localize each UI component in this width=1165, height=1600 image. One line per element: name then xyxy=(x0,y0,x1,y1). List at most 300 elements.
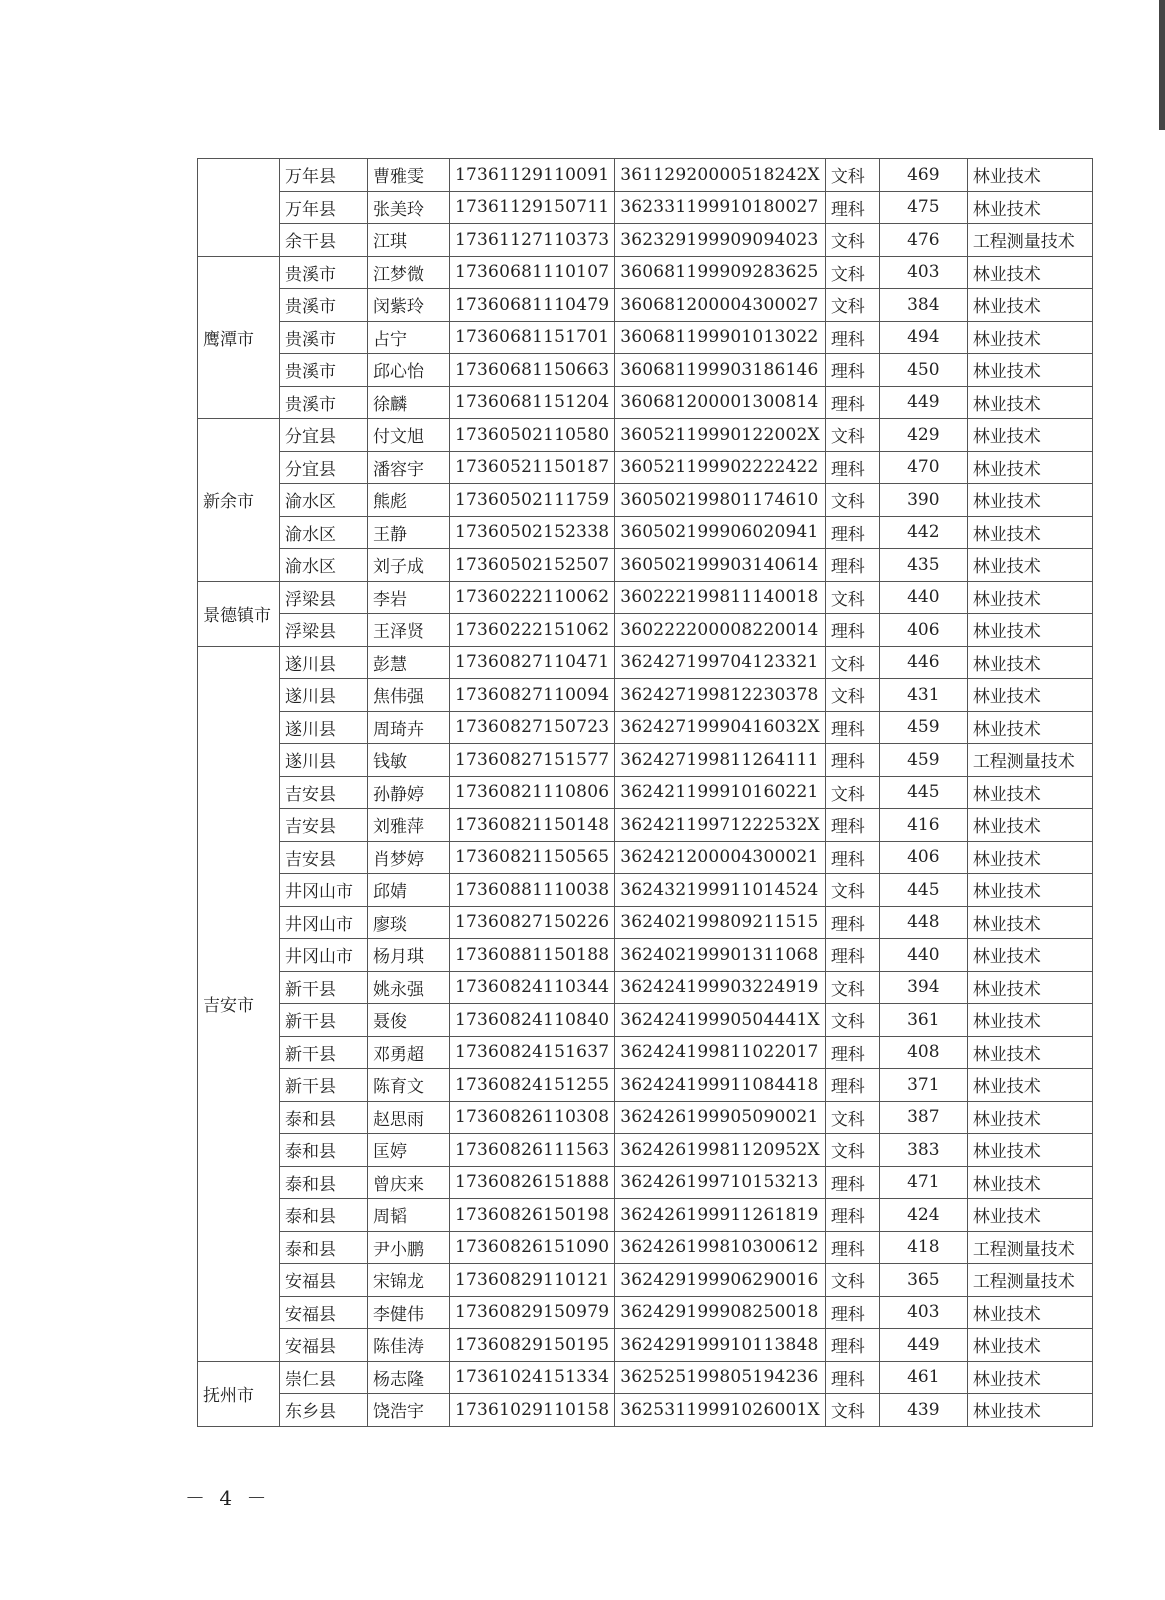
student-name-cell: 王泽贤 xyxy=(368,614,450,647)
exam-number-cell: 17361024151334 xyxy=(450,1361,615,1394)
admission-roster-table xyxy=(197,158,1093,1427)
exam-number-cell: 17360826110308 xyxy=(450,1101,615,1134)
table-row xyxy=(198,516,1093,549)
exam-number-cell: 17360824151637 xyxy=(450,1036,615,1069)
city-cell: 新余市 xyxy=(198,419,280,582)
id-number-cell: 360222199811140018 xyxy=(615,581,826,614)
county-cell: 分宜县 xyxy=(280,419,368,452)
exam-number-cell: 17360829110121 xyxy=(450,1264,615,1297)
table-row xyxy=(198,386,1093,419)
student-name-cell: 廖琰 xyxy=(368,906,450,939)
id-number-cell: 360681199901013022 xyxy=(615,321,826,354)
score-cell: 383 xyxy=(879,1134,967,1167)
score-cell: 408 xyxy=(879,1036,967,1069)
exam-number-cell: 17361029110158 xyxy=(450,1394,615,1427)
id-number-cell: 362426199911261819 xyxy=(615,1199,826,1232)
id-number-cell: 362525199805194236 xyxy=(615,1361,826,1394)
table-row xyxy=(198,1296,1093,1329)
major-cell: 林业技术 xyxy=(967,289,1092,322)
exam-number-cell: 17360681151701 xyxy=(450,321,615,354)
student-name-cell: 曾庆来 xyxy=(368,1166,450,1199)
student-name-cell: 熊彪 xyxy=(368,484,450,517)
student-name-cell: 彭慧 xyxy=(368,646,450,679)
score-cell: 461 xyxy=(879,1361,967,1394)
student-name-cell: 宋锦龙 xyxy=(368,1264,450,1297)
major-cell: 林业技术 xyxy=(967,679,1092,712)
student-name-cell: 江琪 xyxy=(368,224,450,257)
major-cell: 林业技术 xyxy=(967,646,1092,679)
major-cell: 林业技术 xyxy=(967,1296,1092,1329)
student-name-cell: 匡婷 xyxy=(368,1134,450,1167)
table-row xyxy=(198,1231,1093,1264)
city-cell xyxy=(198,159,280,257)
exam-number-cell: 17360827150226 xyxy=(450,906,615,939)
score-cell: 449 xyxy=(879,1329,967,1362)
major-cell: 林业技术 xyxy=(967,939,1092,972)
subject-type-cell: 理科 xyxy=(825,321,879,354)
student-name-cell: 尹小鹏 xyxy=(368,1231,450,1264)
id-number-cell: 362421199910160221 xyxy=(615,776,826,809)
student-name-cell: 曹雅雯 xyxy=(368,159,450,192)
major-cell: 林业技术 xyxy=(967,1361,1092,1394)
exam-number-cell: 17360681110479 xyxy=(450,289,615,322)
county-cell: 新干县 xyxy=(280,1036,368,1069)
exam-number-cell: 17361127110373 xyxy=(450,224,615,257)
student-name-cell: 赵思雨 xyxy=(368,1101,450,1134)
score-cell: 450 xyxy=(879,354,967,387)
subject-type-cell: 理科 xyxy=(825,1069,879,1102)
score-cell: 470 xyxy=(879,451,967,484)
student-name-cell: 刘子成 xyxy=(368,549,450,582)
county-cell: 井冈山市 xyxy=(280,874,368,907)
id-number-cell: 362429199908250018 xyxy=(615,1296,826,1329)
city-cell: 景德镇市 xyxy=(198,581,280,646)
table-row xyxy=(198,906,1093,939)
score-cell: 361 xyxy=(879,1004,967,1037)
subject-type-cell: 文科 xyxy=(825,776,879,809)
major-cell: 林业技术 xyxy=(967,516,1092,549)
exam-number-cell: 17360881110038 xyxy=(450,874,615,907)
exam-number-cell: 17361129110091 xyxy=(450,159,615,192)
subject-type-cell: 理科 xyxy=(825,906,879,939)
subject-type-cell: 文科 xyxy=(825,874,879,907)
table-row xyxy=(198,744,1093,777)
table-row xyxy=(198,1101,1093,1134)
id-number-cell: 360222200008220014 xyxy=(615,614,826,647)
id-number-cell: 362424199811022017 xyxy=(615,1036,826,1069)
table-row xyxy=(198,614,1093,647)
subject-type-cell: 理科 xyxy=(825,1199,879,1232)
major-cell: 林业技术 xyxy=(967,1036,1092,1069)
major-cell: 林业技术 xyxy=(967,1199,1092,1232)
county-cell: 吉安县 xyxy=(280,776,368,809)
subject-type-cell: 文科 xyxy=(825,1394,879,1427)
exam-number-cell: 17360222151062 xyxy=(450,614,615,647)
table-row xyxy=(198,1036,1093,1069)
student-name-cell: 占宁 xyxy=(368,321,450,354)
id-number-cell: 362427199704123321 xyxy=(615,646,826,679)
county-cell: 遂川县 xyxy=(280,744,368,777)
table-row xyxy=(198,581,1093,614)
student-name-cell: 邱心怡 xyxy=(368,354,450,387)
id-number-cell: 360681200001300814 xyxy=(615,386,826,419)
score-cell: 459 xyxy=(879,711,967,744)
county-cell: 泰和县 xyxy=(280,1134,368,1167)
exam-number-cell: 17360826111563 xyxy=(450,1134,615,1167)
major-cell: 林业技术 xyxy=(967,321,1092,354)
student-name-cell: 王静 xyxy=(368,516,450,549)
major-cell: 林业技术 xyxy=(967,549,1092,582)
city-cell: 抚州市 xyxy=(198,1361,280,1426)
exam-number-cell: 17360502152507 xyxy=(450,549,615,582)
score-cell: 431 xyxy=(879,679,967,712)
major-cell: 林业技术 xyxy=(967,614,1092,647)
major-cell: 林业技术 xyxy=(967,1329,1092,1362)
table-row xyxy=(198,451,1093,484)
subject-type-cell: 文科 xyxy=(825,419,879,452)
id-number-cell: 36242719990416032X xyxy=(615,711,826,744)
table-row xyxy=(198,289,1093,322)
id-number-cell: 362421200004300021 xyxy=(615,841,826,874)
subject-type-cell: 文科 xyxy=(825,581,879,614)
id-number-cell: 36242119971222532X xyxy=(615,809,826,842)
score-cell: 406 xyxy=(879,841,967,874)
county-cell: 万年县 xyxy=(280,159,368,192)
table-row xyxy=(198,419,1093,452)
student-name-cell: 周琦卉 xyxy=(368,711,450,744)
table-row xyxy=(198,1394,1093,1427)
subject-type-cell: 文科 xyxy=(825,1004,879,1037)
subject-type-cell: 理科 xyxy=(825,516,879,549)
score-cell: 387 xyxy=(879,1101,967,1134)
major-cell: 林业技术 xyxy=(967,354,1092,387)
county-cell: 遂川县 xyxy=(280,646,368,679)
exam-number-cell: 17360681150663 xyxy=(450,354,615,387)
table-row xyxy=(198,549,1093,582)
score-cell: 384 xyxy=(879,289,967,322)
subject-type-cell: 理科 xyxy=(825,809,879,842)
score-cell: 442 xyxy=(879,516,967,549)
subject-type-cell: 理科 xyxy=(825,841,879,874)
student-name-cell: 徐麟 xyxy=(368,386,450,419)
table-row xyxy=(198,874,1093,907)
county-cell: 吉安县 xyxy=(280,841,368,874)
id-number-cell: 362331199910180027 xyxy=(615,191,826,224)
exam-number-cell: 17360681151204 xyxy=(450,386,615,419)
subject-type-cell: 理科 xyxy=(825,1166,879,1199)
city-cell: 鹰潭市 xyxy=(198,256,280,419)
student-name-cell: 江梦微 xyxy=(368,256,450,289)
major-cell: 工程测量技术 xyxy=(967,744,1092,777)
major-cell: 林业技术 xyxy=(967,971,1092,1004)
subject-type-cell: 理科 xyxy=(825,1231,879,1264)
id-number-cell: 360681200004300027 xyxy=(615,289,826,322)
student-name-cell: 钱敏 xyxy=(368,744,450,777)
subject-type-cell: 理科 xyxy=(825,354,879,387)
table-row xyxy=(198,679,1093,712)
table-row xyxy=(198,841,1093,874)
exam-number-cell: 17360827150723 xyxy=(450,711,615,744)
exam-number-cell: 17360827110094 xyxy=(450,679,615,712)
exam-number-cell: 17360824151255 xyxy=(450,1069,615,1102)
student-name-cell: 焦伟强 xyxy=(368,679,450,712)
county-cell: 东乡县 xyxy=(280,1394,368,1427)
subject-type-cell: 文科 xyxy=(825,224,879,257)
subject-type-cell: 理科 xyxy=(825,1036,879,1069)
table-row xyxy=(198,1199,1093,1232)
subject-type-cell: 文科 xyxy=(825,484,879,517)
exam-number-cell: 17360502152338 xyxy=(450,516,615,549)
subject-type-cell: 理科 xyxy=(825,1361,879,1394)
county-cell: 余干县 xyxy=(280,224,368,257)
score-cell: 435 xyxy=(879,549,967,582)
id-number-cell: 36112920000518242X xyxy=(615,159,826,192)
roster-body xyxy=(198,159,1093,1427)
exam-number-cell: 17360827151577 xyxy=(450,744,615,777)
subject-type-cell: 理科 xyxy=(825,1296,879,1329)
score-cell: 418 xyxy=(879,1231,967,1264)
subject-type-cell: 理科 xyxy=(825,386,879,419)
county-cell: 贵溪市 xyxy=(280,256,368,289)
exam-number-cell: 17360826151888 xyxy=(450,1166,615,1199)
subject-type-cell: 文科 xyxy=(825,646,879,679)
table-row xyxy=(198,1329,1093,1362)
county-cell: 浮梁县 xyxy=(280,581,368,614)
score-cell: 406 xyxy=(879,614,967,647)
score-cell: 494 xyxy=(879,321,967,354)
student-name-cell: 杨志隆 xyxy=(368,1361,450,1394)
score-cell: 439 xyxy=(879,1394,967,1427)
student-name-cell: 李岩 xyxy=(368,581,450,614)
subject-type-cell: 理科 xyxy=(825,939,879,972)
county-cell: 安福县 xyxy=(280,1329,368,1362)
subject-type-cell: 文科 xyxy=(825,289,879,322)
student-name-cell: 姚永强 xyxy=(368,971,450,1004)
county-cell: 崇仁县 xyxy=(280,1361,368,1394)
exam-number-cell: 17360824110344 xyxy=(450,971,615,1004)
county-cell: 遂川县 xyxy=(280,679,368,712)
id-number-cell: 360681199903186146 xyxy=(615,354,826,387)
exam-number-cell: 17360821150148 xyxy=(450,809,615,842)
id-number-cell: 360502199906020941 xyxy=(615,516,826,549)
id-number-cell: 362424199903224919 xyxy=(615,971,826,1004)
subject-type-cell: 理科 xyxy=(825,614,879,647)
county-cell: 贵溪市 xyxy=(280,386,368,419)
exam-number-cell: 17360826151090 xyxy=(450,1231,615,1264)
student-name-cell: 张美玲 xyxy=(368,191,450,224)
id-number-cell: 36253119991026001X xyxy=(615,1394,826,1427)
table-row xyxy=(198,224,1093,257)
county-cell: 新干县 xyxy=(280,971,368,1004)
exam-number-cell: 17360521150187 xyxy=(450,451,615,484)
exam-number-cell: 17360821110806 xyxy=(450,776,615,809)
score-cell: 440 xyxy=(879,581,967,614)
id-number-cell: 360521199902222422 xyxy=(615,451,826,484)
score-cell: 429 xyxy=(879,419,967,452)
table-row xyxy=(198,776,1093,809)
table-row xyxy=(198,159,1093,192)
table-row xyxy=(198,1004,1093,1037)
id-number-cell: 360502199801174610 xyxy=(615,484,826,517)
subject-type-cell: 理科 xyxy=(825,191,879,224)
id-number-cell: 362429199906290016 xyxy=(615,1264,826,1297)
county-cell: 分宜县 xyxy=(280,451,368,484)
id-number-cell: 362426199710153213 xyxy=(615,1166,826,1199)
county-cell: 井冈山市 xyxy=(280,939,368,972)
exam-number-cell: 17360821150565 xyxy=(450,841,615,874)
student-name-cell: 杨月琪 xyxy=(368,939,450,972)
exam-number-cell: 17360829150979 xyxy=(450,1296,615,1329)
student-name-cell: 邓勇超 xyxy=(368,1036,450,1069)
table-row xyxy=(198,191,1093,224)
subject-type-cell: 文科 xyxy=(825,971,879,1004)
county-cell: 渝水区 xyxy=(280,484,368,517)
subject-type-cell: 文科 xyxy=(825,679,879,712)
student-name-cell: 潘容宇 xyxy=(368,451,450,484)
subject-type-cell: 文科 xyxy=(825,1264,879,1297)
table-row xyxy=(198,646,1093,679)
county-cell: 渝水区 xyxy=(280,516,368,549)
table-row xyxy=(198,256,1093,289)
id-number-cell: 362432199911014524 xyxy=(615,874,826,907)
table-row xyxy=(198,1069,1093,1102)
subject-type-cell: 文科 xyxy=(825,1134,879,1167)
major-cell: 林业技术 xyxy=(967,711,1092,744)
score-cell: 469 xyxy=(879,159,967,192)
county-cell: 泰和县 xyxy=(280,1199,368,1232)
id-number-cell: 362402199809211515 xyxy=(615,906,826,939)
major-cell: 林业技术 xyxy=(967,1004,1092,1037)
score-cell: 403 xyxy=(879,1296,967,1329)
student-name-cell: 陈佳涛 xyxy=(368,1329,450,1362)
id-number-cell: 362427199812230378 xyxy=(615,679,826,712)
table-row xyxy=(198,1264,1093,1297)
student-name-cell: 肖梦婷 xyxy=(368,841,450,874)
subject-type-cell: 理科 xyxy=(825,451,879,484)
city-cell: 吉安市 xyxy=(198,646,280,1361)
student-name-cell: 邱婧 xyxy=(368,874,450,907)
major-cell: 林业技术 xyxy=(967,776,1092,809)
table-row xyxy=(198,1361,1093,1394)
table-row xyxy=(198,1166,1093,1199)
major-cell: 林业技术 xyxy=(967,581,1092,614)
student-name-cell: 饶浩宇 xyxy=(368,1394,450,1427)
major-cell: 林业技术 xyxy=(967,159,1092,192)
county-cell: 渝水区 xyxy=(280,549,368,582)
major-cell: 林业技术 xyxy=(967,191,1092,224)
score-cell: 365 xyxy=(879,1264,967,1297)
student-name-cell: 刘雅萍 xyxy=(368,809,450,842)
score-cell: 440 xyxy=(879,939,967,972)
exam-number-cell: 17360681110107 xyxy=(450,256,615,289)
table-row xyxy=(198,321,1093,354)
table-row xyxy=(198,809,1093,842)
major-cell: 林业技术 xyxy=(967,841,1092,874)
major-cell: 林业技术 xyxy=(967,906,1092,939)
subject-type-cell: 理科 xyxy=(825,549,879,582)
major-cell: 林业技术 xyxy=(967,1134,1092,1167)
score-cell: 424 xyxy=(879,1199,967,1232)
student-name-cell: 孙静婷 xyxy=(368,776,450,809)
major-cell: 林业技术 xyxy=(967,1069,1092,1102)
score-cell: 475 xyxy=(879,191,967,224)
exam-number-cell: 17360824110840 xyxy=(450,1004,615,1037)
table-row xyxy=(198,354,1093,387)
subject-type-cell: 理科 xyxy=(825,1329,879,1362)
score-cell: 471 xyxy=(879,1166,967,1199)
score-cell: 446 xyxy=(879,646,967,679)
id-number-cell: 36242419990504441X xyxy=(615,1004,826,1037)
score-cell: 445 xyxy=(879,874,967,907)
county-cell: 安福县 xyxy=(280,1296,368,1329)
subject-type-cell: 文科 xyxy=(825,1101,879,1134)
exam-number-cell: 17361129150711 xyxy=(450,191,615,224)
subject-type-cell: 文科 xyxy=(825,159,879,192)
id-number-cell: 362429199910113848 xyxy=(615,1329,826,1362)
score-cell: 448 xyxy=(879,906,967,939)
score-cell: 394 xyxy=(879,971,967,1004)
score-cell: 449 xyxy=(879,386,967,419)
student-name-cell: 李健伟 xyxy=(368,1296,450,1329)
county-cell: 贵溪市 xyxy=(280,289,368,322)
major-cell: 林业技术 xyxy=(967,809,1092,842)
major-cell: 工程测量技术 xyxy=(967,1264,1092,1297)
major-cell: 林业技术 xyxy=(967,419,1092,452)
county-cell: 泰和县 xyxy=(280,1231,368,1264)
table-row xyxy=(198,1134,1093,1167)
county-cell: 贵溪市 xyxy=(280,321,368,354)
major-cell: 林业技术 xyxy=(967,1101,1092,1134)
student-name-cell: 聂俊 xyxy=(368,1004,450,1037)
major-cell: 林业技术 xyxy=(967,451,1092,484)
score-cell: 445 xyxy=(879,776,967,809)
table-row xyxy=(198,971,1093,1004)
exam-number-cell: 17360829150195 xyxy=(450,1329,615,1362)
county-cell: 新干县 xyxy=(280,1069,368,1102)
subject-type-cell: 理科 xyxy=(825,744,879,777)
table-row xyxy=(198,484,1093,517)
id-number-cell: 362424199911084418 xyxy=(615,1069,826,1102)
exam-number-cell: 17360826150198 xyxy=(450,1199,615,1232)
major-cell: 林业技术 xyxy=(967,1166,1092,1199)
county-cell: 吉安县 xyxy=(280,809,368,842)
id-number-cell: 362427199811264111 xyxy=(615,744,826,777)
major-cell: 工程测量技术 xyxy=(967,224,1092,257)
county-cell: 泰和县 xyxy=(280,1101,368,1134)
county-cell: 遂川县 xyxy=(280,711,368,744)
student-name-cell: 陈育文 xyxy=(368,1069,450,1102)
id-number-cell: 362426199905090021 xyxy=(615,1101,826,1134)
table-row xyxy=(198,939,1093,972)
county-cell: 贵溪市 xyxy=(280,354,368,387)
subject-type-cell: 理科 xyxy=(825,711,879,744)
id-number-cell: 360681199909283625 xyxy=(615,256,826,289)
exam-number-cell: 17360502110580 xyxy=(450,419,615,452)
student-name-cell: 付文旭 xyxy=(368,419,450,452)
score-cell: 390 xyxy=(879,484,967,517)
id-number-cell: 362426199810300612 xyxy=(615,1231,826,1264)
major-cell: 林业技术 xyxy=(967,1394,1092,1427)
page-number: － 4 － xyxy=(185,1486,271,1510)
score-cell: 416 xyxy=(879,809,967,842)
student-name-cell: 周韬 xyxy=(368,1199,450,1232)
id-number-cell: 36052119990122002X xyxy=(615,419,826,452)
score-cell: 459 xyxy=(879,744,967,777)
county-cell: 安福县 xyxy=(280,1264,368,1297)
id-number-cell: 362402199901311068 xyxy=(615,939,826,972)
county-cell: 泰和县 xyxy=(280,1166,368,1199)
county-cell: 万年县 xyxy=(280,191,368,224)
